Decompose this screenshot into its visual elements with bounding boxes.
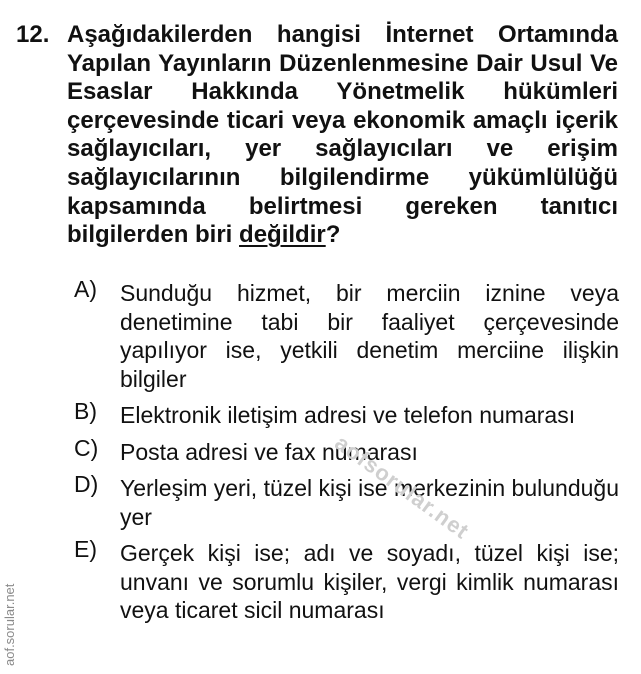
option-letter: E): [74, 536, 97, 562]
watermark-center: aofsorular.net: [330, 430, 475, 544]
question-text-main: Aşağıdakilerden hangisi İnternet Ortamında Yapılan Yayınların Düzenlenmesine Dair Usul Ve Esaslar Hakkında Yönetmelik hükümleri çerçevesinde ticari veya ekonomik amaçlı içerik sağlayıcıları, yer sağlayıcıları ve erişim sağlayıcılarının bilgilendirme yükümlülüğü kapsamında belirtmesi gereken tanıtıcı bilgilerden biri: [67, 21, 618, 249]
option-a[interactable]: [74, 276, 619, 393]
option-e[interactable]: [74, 536, 619, 625]
option-d[interactable]: [74, 471, 619, 531]
question-text: [67, 21, 618, 250]
option-text: Gerçek kişi ise; adı ve soyadı, tüzel kişi ise; unvanı ve sorumlu kişiler, vergi kimlik numarası veya ticaret sicil numarası: [120, 540, 619, 623]
option-text: Elektronik iletişim adresi ve telefon numarası: [120, 402, 576, 428]
option-letter: C): [74, 434, 99, 461]
watermark-side: aof.sorular.net: [2, 583, 17, 666]
question-block: [16, 21, 618, 250]
question-number: 12.: [16, 21, 50, 48]
option-b[interactable]: [74, 398, 619, 430]
question-mark: ?: [325, 221, 341, 249]
option-letter: A): [74, 276, 97, 302]
option-text: Posta adresi ve fax numarası: [120, 438, 418, 465]
option-text: Sunduğu hizmet, bir merciin iznine veya denetimine tabi bir faaliyet çerçevesinde yapılıyor ise, yetkili denetim merciine ilişkin bilgiler: [120, 280, 619, 392]
option-text: Yerleşim yeri, tüzel kişi ise merkezinin bulunduğu yer: [120, 475, 619, 530]
option-letter: D): [74, 471, 99, 497]
option-letter: B): [74, 398, 97, 424]
question-underlined-word: değildir: [239, 221, 326, 249]
